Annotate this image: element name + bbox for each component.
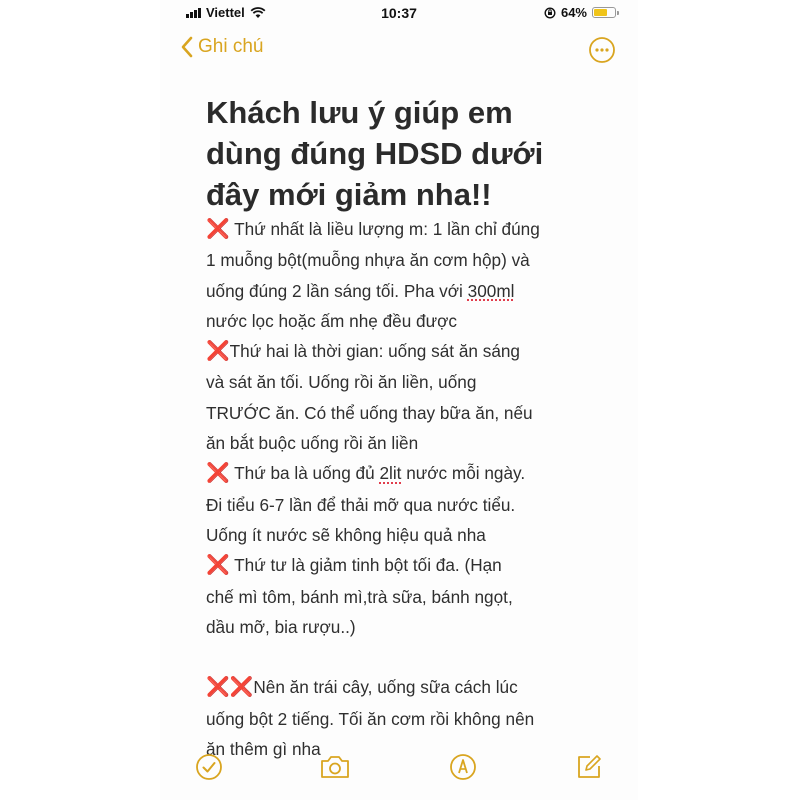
note-title [206, 92, 586, 215]
note-line: 1 muỗng bột(muỗng nhựa ăn cơm hộp) và [206, 250, 530, 271]
note-line: dầu mỡ, bia rượu..) [206, 616, 356, 637]
note-line: Uống ít nước sẽ không hiệu quả nha [206, 524, 486, 545]
x-mark-icon: ❌ [206, 341, 230, 363]
note-line: nước lọc hoặc ấm nhẹ đều được [206, 310, 457, 331]
note-line: uống bột 2 tiếng. Tối ăn cơm rồi không nên [206, 708, 535, 729]
title-line: dùng đúng HDSD dưới [206, 136, 544, 171]
misspelled-word: 2lit [379, 463, 402, 484]
note-line: Đi tiểu 6-7 lần để thải mỡ qua nước tiểu. [206, 494, 516, 515]
x-mark-icon: ❌ [229, 677, 254, 699]
status-right [544, 5, 616, 20]
note-line: ❌ Thứ ba là uống đủ 2lit nước mỗi ngày. [206, 463, 526, 485]
back-button[interactable] [180, 36, 263, 58]
note-body[interactable] [206, 214, 606, 764]
note-line: ăn bắt buộc uống rồi ăn liền [206, 433, 419, 454]
checklist-icon [194, 752, 224, 782]
bottom-toolbar [160, 740, 638, 800]
note-line: ❌ Thứ nhất là liều lượng m: 1 lần chỉ đúng [206, 219, 540, 240]
more-button[interactable] [588, 36, 616, 69]
note-line: ❌❌Nên ăn trái cây, uống sữa cách lúc [206, 677, 518, 699]
note-line: ❌Thứ hai là thời gian: uống sát ăn sáng [206, 341, 520, 363]
battery-icon [592, 7, 616, 18]
battery-fill [594, 9, 607, 16]
status-time: 10:37 [381, 5, 417, 21]
checklist-button[interactable] [194, 752, 224, 787]
phone-screen [160, 0, 638, 800]
x-mark-icon: ❌ [206, 677, 230, 699]
camera-icon [318, 752, 352, 782]
x-mark-icon: ❌ [206, 555, 230, 577]
carrier-label: Viettel [206, 5, 245, 20]
markup-pen-icon [448, 752, 478, 782]
camera-button[interactable] [318, 752, 352, 787]
x-mark-icon: ❌ [206, 463, 230, 485]
note-line: và sát ăn tối. Uống rồi ăn liền, uống [206, 372, 477, 393]
more-icon [588, 36, 616, 64]
back-label: Ghi chú [198, 36, 264, 57]
note-line: uống đúng 2 lần sáng tối. Pha với 300ml [206, 280, 515, 301]
x-mark-icon: ❌ [206, 219, 230, 240]
battery-percent: 64% [560, 5, 587, 20]
title-line: đây mới giảm nha!! [206, 177, 492, 212]
misspelled-word: 300ml [467, 280, 515, 301]
rotation-lock-icon [544, 7, 556, 19]
status-bar [160, 0, 638, 28]
nav-bar [160, 34, 638, 70]
chevron-left-icon [180, 36, 194, 58]
note-line: ❌ Thứ tư là giảm tinh bột tối đa. (Hạn [206, 555, 502, 577]
note-line: chế mì tôm, bánh mì,trà sữa, bánh ngọt, [206, 586, 513, 607]
title-line: Khách lưu ý giúp em [206, 95, 513, 130]
note-line: TRƯỚC ăn. Có thể uống thay bữa ăn, nếu [206, 402, 533, 423]
note-line: ăn thêm gì nha [206, 739, 321, 760]
markup-button[interactable] [448, 752, 478, 787]
compose-icon [574, 752, 604, 782]
compose-button[interactable] [574, 752, 604, 787]
